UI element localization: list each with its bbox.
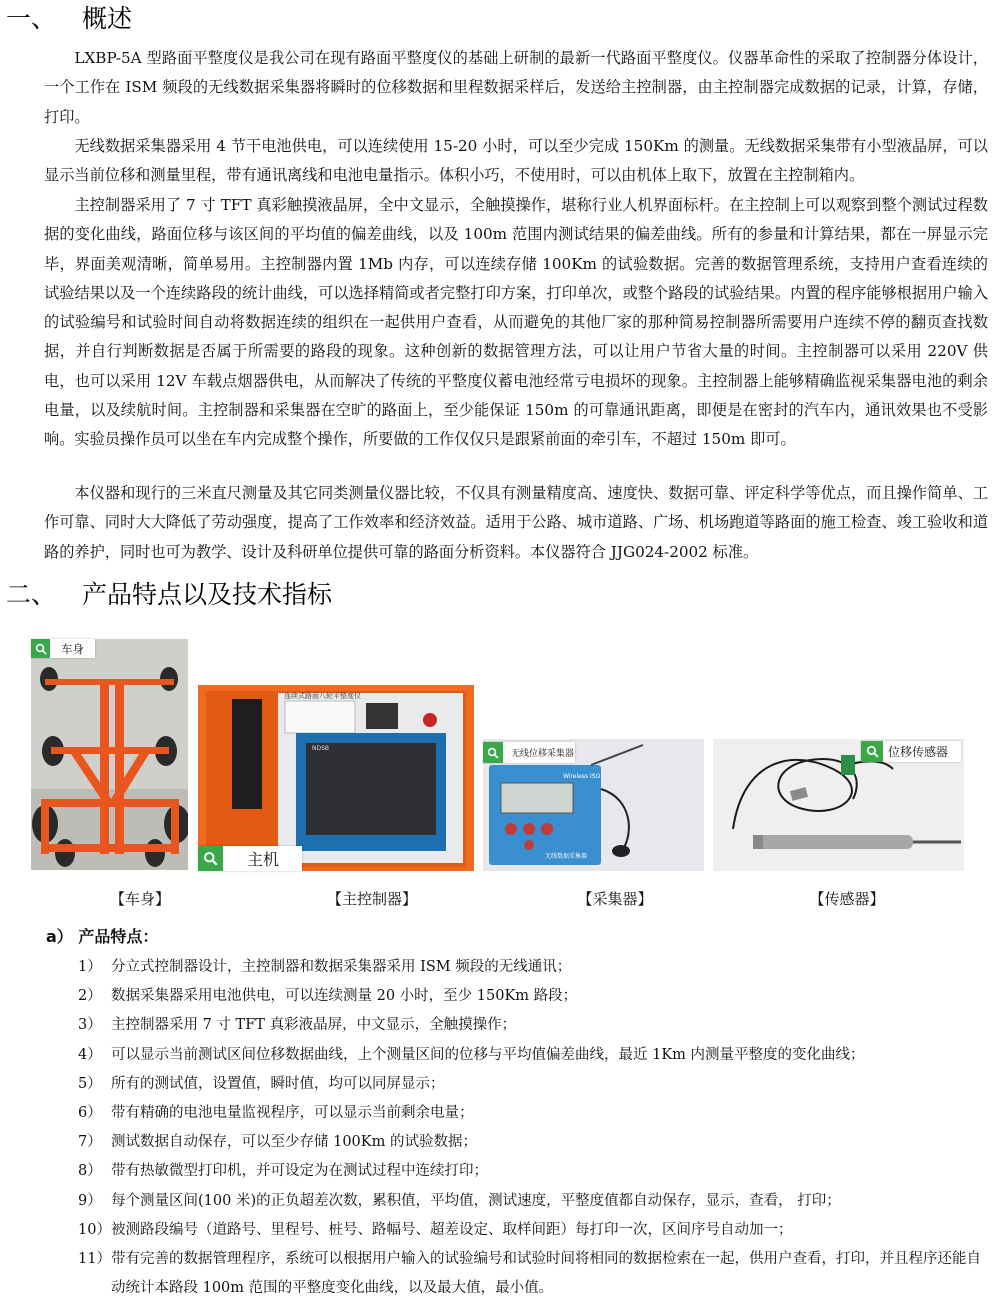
vehicle-body-illustration	[31, 639, 188, 870]
list-item	[78, 1099, 990, 1128]
list-item	[78, 1011, 990, 1040]
section-1-number: 一、	[6, 4, 57, 33]
item-text: 带有热敏微型打印机，并可设定为在测试过程中连续打印；	[111, 1163, 488, 1180]
caption-collector: 【采集器】	[577, 890, 653, 908]
item-text: 数据采集器采用电池供电，可以连续测量 20 小时，至少 150Km 路段；	[111, 988, 578, 1005]
item-text: 每个测量区间(100 米)的正负超差次数，累积值，平均值，测试速度，平整度值都自动保存，显示，查看， 打印；	[111, 1192, 841, 1209]
paragraph-4: 本仪器和现行的三米直尺测量及其它同类测量仪器比较，不仅具有测量精度高、速度快、数据可靠、评定科学等优点，而且操作简单、工作可靠、同时大大降低了劳动强度，提高了工作效率和经济效益。适用于公路、城市道路、广场、机场跑道等路面的施工检查、竣工验收和道路的养护，同时也可为教学、设计及科研单位提供可靠的路面分析资料。本仪器符合 JJG024-2002 标准。	[44, 484, 988, 561]
search-icon	[198, 846, 223, 871]
controller-box-label: 连续式路面八轮平整度仪	[284, 692, 361, 700]
tag-sensor	[861, 741, 961, 762]
tag-main-controller	[198, 846, 302, 871]
list-item	[78, 1128, 990, 1157]
caption-main-controller: 【主控制器】	[326, 890, 417, 908]
item-number: 8）	[78, 1163, 102, 1180]
list-item	[78, 1157, 990, 1186]
item-text: 主控制器采用 7 寸 TFT 真彩液晶屏，中文显示，全触摸操作；	[111, 1017, 517, 1034]
item-number: 5）	[78, 1075, 102, 1092]
item-text: 可以显示当前测试区间位移数据曲线，上个测量区间的位移与平均值偏差曲线，最近 1Km 内测量平整度的变化曲线；	[111, 1046, 865, 1063]
list-item	[78, 1070, 990, 1099]
controller-case-illustration	[198, 685, 474, 871]
list-item	[78, 1041, 990, 1070]
tag-main-controller-label: 主机	[247, 850, 280, 869]
section-2-title: 产品特点以及技术指标	[82, 580, 333, 609]
paragraph-1: LXBP-5A 型路面平整度仪是我公司在现有路面平整度仪的基础上研制的最新一代路面平整度仪。仪器革命性的采取了控制器分体设计，一个工作在 ISM 频段的无线数据采集器将瞬时的位移数据和里程数据采样后，发送给主控制器，由主控制器完成数据的记录，计算，存储，打印。	[44, 49, 988, 126]
collector-footer-label: 无线数据采集器	[545, 853, 588, 860]
item-number: 6）	[78, 1105, 102, 1122]
list-item	[78, 953, 990, 982]
item-number: 4）	[78, 1046, 102, 1063]
search-icon	[31, 639, 50, 658]
item-number: 3）	[78, 1017, 102, 1034]
caption-vehicle-body: 【车身】	[109, 890, 170, 908]
section-2-number: 二、	[6, 580, 57, 609]
tag-vehicle-body	[31, 639, 95, 658]
item-text: 带有完善的数据管理程序，系统可以根据用户输入的试验编号和试验时间将相同的数据检索在一起，供用户查看，打印，并且程序还能自动统计本路段 100m 范围的平整度变化曲线，以及最大值，最小值。	[111, 1251, 981, 1297]
photo-vehicle-body	[31, 639, 188, 870]
paragraph-2: 无线数据采集器采用 4 节干电池供电，可以连续使用 15-20 小时，可以至少完成 150Km 的测量。无线数据采集带有小型液晶屏，可以显示当前位移和测量里程，带有通讯离线和电池电量指示。体积小巧，不使用时，可以由机体上取下，放置在主控制箱内。	[44, 137, 988, 185]
controller-screen-brand: NDSB	[312, 745, 330, 752]
search-icon	[861, 741, 883, 762]
item-number: 10）	[78, 1221, 111, 1238]
item-number: 1）	[78, 959, 102, 975]
caption-sensor: 【传感器】	[809, 890, 885, 908]
item-number: 9）	[78, 1192, 102, 1209]
item-text: 带有精确的电池电量监视程序，可以显示当前剩余电量；	[111, 1105, 474, 1122]
tag-collector	[483, 742, 575, 763]
item-number: 11）	[78, 1251, 111, 1268]
item-text: 被测路段编号（道路号、里程号、桩号、路幅号、超差设定、取样间距）每打印一次，区间序号自动加一；	[111, 1221, 793, 1238]
section-2-heading	[6, 578, 332, 612]
search-icon	[483, 742, 503, 763]
tag-collector-label: 无线位移采集器	[511, 749, 575, 759]
features-heading: a） 产品特点：	[46, 927, 159, 946]
collector-brand: Wireless ISO	[563, 773, 601, 780]
item-text: 所有的测试值，设置值，瞬时值，均可以同屏显示；	[111, 1075, 445, 1092]
tag-sensor-label: 位移传感器	[888, 745, 949, 759]
item-number: 7）	[78, 1134, 102, 1151]
section-1-title: 概述	[82, 4, 133, 33]
item-text: 分立式控制器设计，主控制器和数据采集器采用 ISM 频段的无线通讯；	[111, 959, 572, 975]
photo-main-controller	[198, 685, 474, 871]
list-item	[78, 1216, 990, 1245]
list-item	[78, 1187, 990, 1216]
item-number: 2）	[78, 988, 102, 1005]
section-1-heading	[6, 2, 132, 36]
features-list	[78, 953, 990, 1303]
list-item	[78, 982, 990, 1011]
tag-vehicle-body-label: 车身	[61, 641, 84, 656]
list-item	[78, 1245, 990, 1303]
paragraph-3: 主控制器采用了 7 寸 TFT 真彩触摸液晶屏，全中文显示，全触摸操作，堪称行业人机界面标杆。在主控制上可以观察到整个测试过程数据的变化曲线，路面位移与该区间的平均值的偏差曲线，以及 100m 范围内测试结果的偏差曲线。所有的参量和计算结果，都在一屏显示完毕，界面美观清晰，简单易用。主控制器内置 1Mb 内存，可以连续存储 100Km 的试验数据。完善的数据管理系统，支持用户查看连续的试验结果以及一个连续路段的统计曲线，可以选择精简或者完整打印方案，打印单次，或整个路段的试验结果。内置的程序能够根据用户输入的试验编号和试验时间自动将数据连续的组织在一起供用户查看，从而避免的其他厂家的那种简易控制器所需要用户连续不停的翻页查找数据，并自行判断数据是否属于所需要的路段的现象。这种创新的数据管理方法，可以让用户节省大量的时间。主控制器可以采用 220V 供电，也可以采用 12V 车载点烟器供电，从而解决了传统的平整度仪蓄电池经常亏电损坏的现象。主控制器上能够精确监视采集器电池的剩余电量，以及续航时间。主控制器和采集器在空旷的路面上，至少能保证 150m 的可靠通讯距离，即便是在密封的汽车内，通讯效果也不受影响。实验员操作员可以坐在车内完成整个操作，所要做的工作仅仅只是跟紧前面的牵引车，不超过 150m 即可。	[44, 196, 988, 449]
item-text: 测试数据自动保存，可以至少存储 100Km 的试验数据；	[111, 1134, 477, 1151]
